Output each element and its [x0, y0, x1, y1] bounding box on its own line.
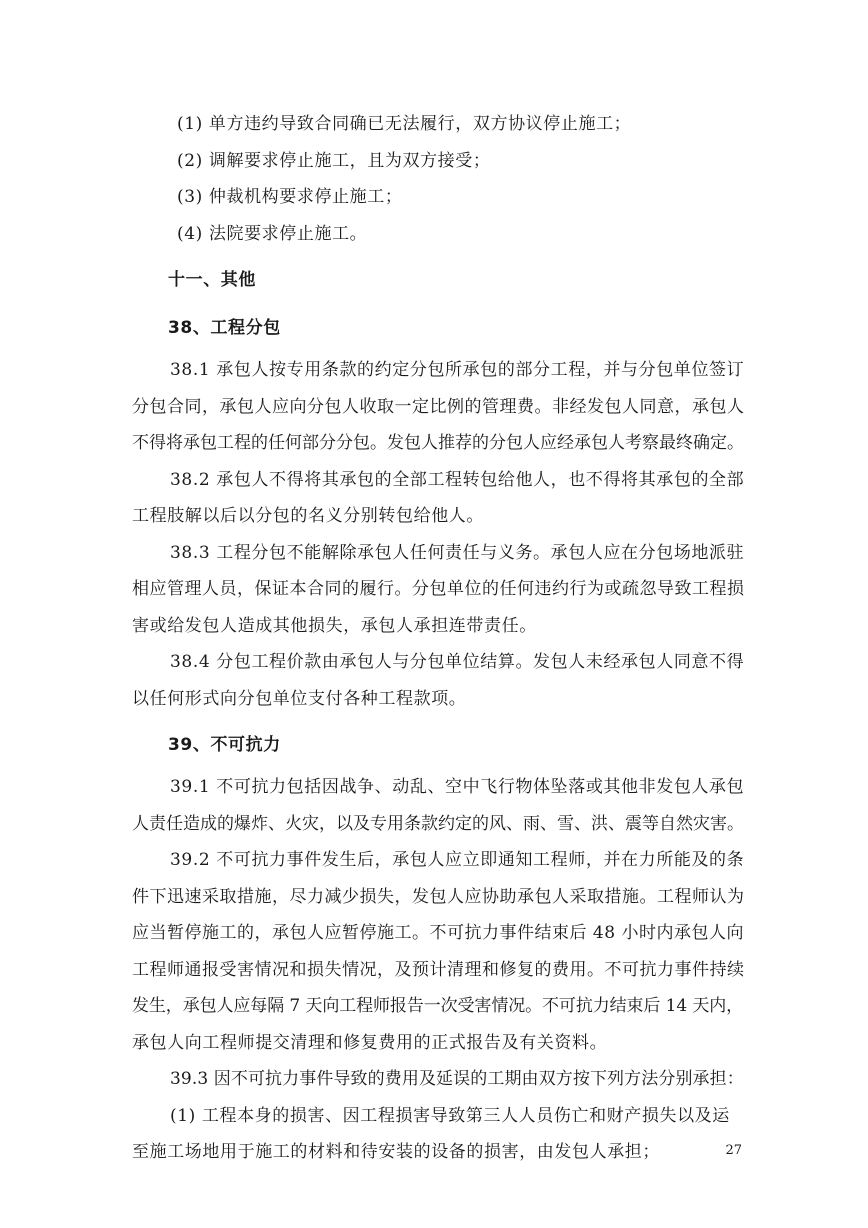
clause-39-3-item-line: (1) 工程本身的损害、因工程损害导致第三人人员伤亡和财产损失以及运 [170, 1105, 730, 1126]
list-item: (4) 法院要求停止施工。 [177, 223, 368, 244]
page-number: 27 [725, 1143, 742, 1158]
clause-38-4-line: 38.4 分包工程价款由承包人与分包单位结算。发包人未经承包人同意不得 [170, 652, 745, 672]
list-item: (1) 单方违约导致合同确已无法履行，双方协议停止施工； [177, 114, 632, 134]
clause-39-title: 39、不可抗力 [168, 735, 281, 755]
clause-38-3-line: 38.3 工程分包不能解除承包人任何责任与义务。承包人应在分包场地派驻 [170, 542, 745, 563]
clause-38-1-line: 不得将承包工程的任何部分分包。发包人推荐的分包人应经承包人考察最终确定。 [132, 433, 744, 453]
page-content [132, 106, 746, 1171]
clause-39-3-item-line: 至施工场地用于施工的材料和待安装的设备的损害，由发包人承担； [132, 1142, 660, 1162]
clause-39-1-line: 39.1 不可抗力包括因战争、动乱、空中飞行物体坠落或其他非发包人承包 [170, 777, 745, 797]
clause-38-2-line: 38.2 承包人不得将其承包的全部工程转包给他人，也不得将其承包的全部 [170, 469, 745, 490]
clause-39-1-line: 人责任造成的爆炸、火灾，以及专用条款约定的风、雨、雪、洪、震等自然灾害。 [132, 813, 744, 834]
clause-39-2-line: 发生，承包人应每隔 7 天向工程师报告一次受害情况。不可抗力结束后 14 天内， [132, 996, 744, 1016]
clause-38-1-line: 分包合同，承包人应向分包人收取一定比例的管理费。非经发包人同意，承包人 [132, 396, 745, 417]
clause-39-2-line: 承包人向工程师提交清理和修复费用的正式报告及有关资料。 [132, 1032, 608, 1053]
clause-39-3-line: 39.3 因不可抗力事件导致的费用及延误的工期由双方按下列方法分别承担： [170, 1069, 744, 1089]
clause-38-4-line: 以任何形式向分包单位支付各种工程款项。 [132, 688, 467, 709]
clause-38-3-line: 相应管理人员，保证本合同的履行。分包单位的任何违约行为或疏忽导致工程损 [132, 579, 745, 599]
clause-38-2-line: 工程肢解以后以分包的名义分别转包给他人。 [132, 506, 484, 526]
clause-39-2-line: 件下迅速采取措施，尽力减少损失，发包人应协助承包人采取措施。工程师认为 [132, 886, 745, 907]
section-title: 十一、其他 [168, 270, 256, 290]
clause-38-3-line: 害或给发包人造成其他损失，承包人承担连带责任。 [132, 615, 537, 636]
list-item: (3) 仲裁机构要求停止施工； [177, 187, 403, 207]
clause-39-2-line: 39.2 不可抗力事件发生后，承包人应立即通知工程师，并在力所能及的条 [170, 850, 745, 870]
clause-38-title: 38、工程分包 [168, 318, 281, 338]
list-item: (2) 调解要求停止施工，且为双方接受； [177, 150, 491, 171]
clause-39-2-line: 工程师通报受害情况和损失情况，及预计清理和修复的费用。不可抗力事件持续 [132, 959, 745, 980]
clause-38-1-line: 38.1 承包人按专用条款的约定分包所承包的部分工程，并与分包单位签订 [170, 360, 745, 380]
clause-39-2-line: 应当暂停施工的，承包人应暂停施工。不可抗力事件结束后 48 小时内承包人向 [132, 923, 744, 943]
